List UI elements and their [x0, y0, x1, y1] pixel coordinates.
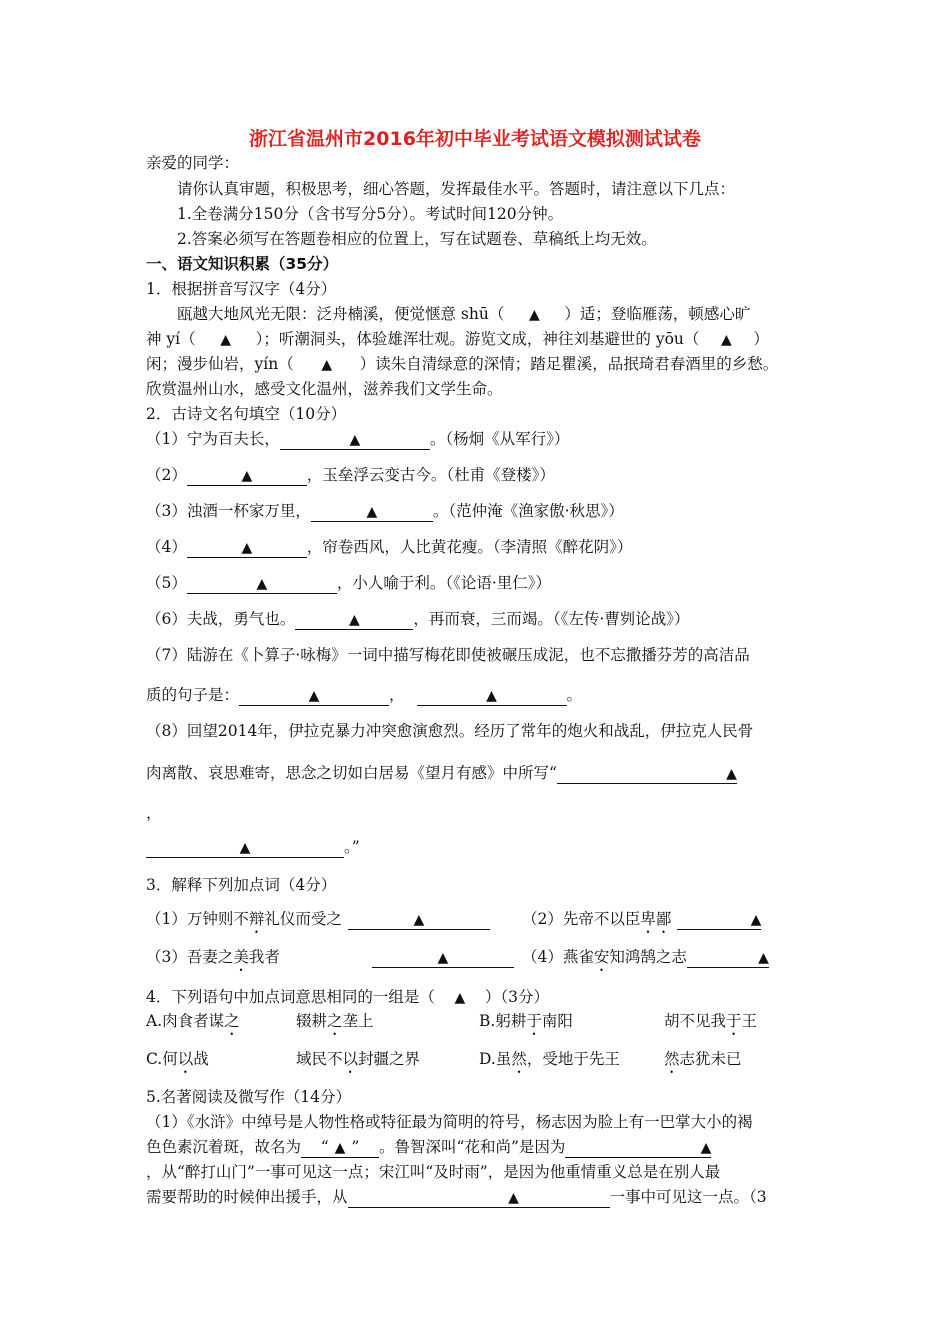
answer-marker: ▲ [486, 688, 497, 704]
answer-marker: ▲ [334, 1140, 346, 1156]
q2-item-2: （2） ▲ ，玉垒浮云变古今。（杜甫《登楼》） [146, 466, 555, 484]
answer-marker: ▲ [700, 1140, 712, 1156]
answer-blank[interactable] [565, 1138, 711, 1158]
dotted-word: 之 [327, 1012, 343, 1030]
q1-heading: 1．根据拼音写汉字（4分） [146, 280, 337, 298]
answer-blank[interactable] [280, 430, 430, 450]
intro-paragraph-3: 2.答案必须写在答题卷相应的位置上，写在试题卷、草稿纸上均无效。 [177, 230, 657, 248]
answer-blank[interactable] [348, 910, 490, 930]
q3-item-4: （4）燕雀安知鸿鹄之志 ▲ [522, 948, 769, 966]
q1-line-1: 瓯越大地风光无限：泛舟楠溪，便觉惬意 shū（ ▲ ）适；登临雁荡，顿感心旷 [177, 303, 750, 326]
q3-heading: 3．解释下列加点词（4分） [146, 876, 337, 894]
q4-option-c1[interactable]: C.何以战 [146, 1050, 209, 1068]
q4-option-d1[interactable]: D.虽然，受地于先王 [479, 1050, 620, 1068]
dotted-word: 以 [177, 1050, 194, 1068]
answer-blank-shu[interactable] [504, 303, 564, 326]
q4-option-a1[interactable]: A.肉食者谋之 [146, 1012, 240, 1030]
q1-line-3: 闲；漫步仙岩，yín（ ▲ ）读朱自清绿意的深情；踏足瞿溪，品抿琦君春酒里的乡愁。 [146, 353, 778, 376]
answer-blank[interactable] [677, 910, 761, 930]
exam-title: 浙江省温州市2016年初中毕业考试语文模拟测试试卷 [249, 128, 701, 150]
q3-item-1: （1）万钟则不辩礼仪而受之 ▲ [146, 908, 490, 937]
q4-option-b1[interactable]: B.躬耕于南阳 [479, 1012, 573, 1030]
answer-marker: ▲ [220, 332, 232, 348]
answer-marker: ▲ [758, 950, 769, 966]
dotted-word: 以 [342, 1050, 359, 1068]
q2-item-5: （5） ▲ ，小人喻于利。（《论语·里仁》） [146, 574, 552, 592]
answer-marker: ▲ [508, 1190, 519, 1206]
answer-blank[interactable] [187, 538, 307, 558]
q4-option-a2: 辍耕之垄上 [296, 1012, 374, 1030]
answer-blank[interactable] [187, 466, 307, 486]
answer-marker: ▲ [308, 688, 320, 704]
intro-paragraph-2: 1.全卷满分150分（含书写分5分）。考试时间120分钟。 [177, 205, 564, 223]
answer-marker: ▲ [239, 840, 251, 856]
answer-blank[interactable] [187, 574, 337, 594]
dotted-word: 辩 [248, 910, 265, 928]
dotted-word: 之 [224, 1012, 240, 1030]
answer-blank[interactable] [417, 686, 567, 706]
answer-marker: ▲ [454, 990, 466, 1006]
answer-blank-yin[interactable] [294, 353, 360, 376]
answer-blank[interactable] [239, 686, 389, 706]
dotted-word: 于 [726, 1012, 742, 1030]
answer-blank[interactable] [311, 502, 433, 522]
q2-item-8: （8）回望2014年，伊拉克暴力冲突愈演愈烈。经历了常年的炮火和战乱，伊拉克人民骨 [146, 722, 754, 740]
answer-marker: ▲ [349, 432, 361, 448]
q4-heading: 4．下列语句中加点词意思相同的一组是（ ▲ ）（3分） [146, 986, 549, 1009]
answer-marker: ▲ [241, 540, 253, 556]
q2-item-8-cont: 肉离散、哀思难寄，思念之切如白居易《望月有感》中所写“ ▲ [146, 764, 737, 782]
dotted-word: 安 [593, 948, 610, 966]
q2-item-8-comma: ， [146, 804, 162, 822]
q2-item-1: （1）宁为百夫长， ▲ 。（杨炯《从军行》） [146, 430, 570, 448]
answer-marker: ▲ [721, 332, 732, 348]
answer-blank[interactable] [435, 986, 485, 1009]
q5-heading: 5.名著阅读及微写作（14分） [146, 1088, 352, 1106]
dotted-word: 卑鄙 [640, 910, 672, 928]
q5-line-3: ，从“醉打山门”一事可见这一点；宋江叫“及时雨”，是因为他重情重义总是在别人最 [146, 1163, 721, 1181]
answer-blank-yi[interactable] [196, 328, 256, 351]
answer-marker: ▲ [241, 468, 253, 484]
answer-marker: ▲ [750, 912, 762, 928]
answer-blank[interactable]: “ ▲ ” [301, 1138, 379, 1158]
answer-blank-you[interactable] [699, 328, 753, 351]
answer-marker: ▲ [348, 612, 360, 628]
q3-item-3: （3）吾妻之美我者 ▲ [146, 946, 514, 975]
q2-item-4: （4） ▲ ，帘卷西风，人比黄花瘦。（李清照《醉花阴》） [146, 538, 633, 556]
q5-line-2: 色色素沉着斑，故名为 “ ▲ ” 。鲁智深叫“花和尚”是因为 ▲ [146, 1138, 712, 1156]
q5-line-1: （1）《水浒》中绰号是人物性格或特征最为简明的符号，杨志因为脸上有一巴掌大小的褐 [146, 1113, 753, 1131]
answer-marker: ▲ [437, 950, 449, 966]
answer-blank[interactable] [372, 948, 514, 968]
q4-option-d2: 然志犹未已 [664, 1050, 742, 1068]
answer-marker: ▲ [413, 912, 425, 928]
dotted-word: 美 [233, 948, 249, 966]
q1-line-2: 神 yí（ ▲ ）；听潮洞头，体验雄浑壮观。游览文成，神往刘基避世的 yōu（ ▲ ） [146, 328, 769, 351]
q2-item-6: （6）夫战，勇气也。 ▲ ，再而衰，三而竭。（《左传·曹刿论战》） [146, 610, 690, 628]
answer-marker: ▲ [256, 576, 268, 592]
q4-option-c2: 域民不以封疆之界 [296, 1050, 421, 1068]
intro-paragraph-1: 请你认真审题，积极思考，细心答题，发挥最佳水平。答题时，请注意以下几点： [177, 180, 736, 198]
dotted-word: 于 [526, 1012, 542, 1030]
dotted-word: 然 [511, 1050, 527, 1068]
q1-line-4: 欣赏温州山水，感受文化温州，滋养我们文学生命。 [146, 380, 503, 398]
greeting: 亲爱的同学： [146, 154, 240, 172]
answer-marker: ▲ [726, 766, 737, 782]
answer-blank[interactable] [295, 610, 413, 630]
q2-item-8-end: ▲ 。” [146, 836, 360, 858]
answer-marker: ▲ [366, 504, 378, 520]
answer-marker: ▲ [528, 307, 540, 323]
answer-marker: ▲ [321, 357, 333, 373]
q2-item-3: （3）浊酒一杯家万里， ▲ 。（范仲淹《渔家傲·秋思》） [146, 502, 624, 520]
q2-item-7-cont: 质的句子是： ▲ ， ▲ 。 [146, 686, 583, 704]
answer-blank[interactable] [146, 838, 344, 858]
q4-option-b2: 胡不见我于王 [664, 1012, 758, 1030]
answer-blank[interactable] [557, 764, 737, 784]
answer-blank[interactable] [687, 948, 769, 968]
dotted-word: 然 [664, 1050, 680, 1068]
section-1-heading: 一、语文知识积累（35分） [146, 255, 339, 273]
q2-item-7: （7）陆游在《卜算子·咏梅》一词中描写梅花即使被碾压成泥，也不忘撒播芬芳的高洁品 [146, 646, 750, 664]
q3-item-2: （2）先帝不以臣卑鄙 ▲ [522, 910, 762, 928]
q5-line-4: 需要帮助的时候伸出援手，从 ▲ 一事中可见这一点。（3 [146, 1188, 767, 1206]
q2-heading: 2．古诗文名句填空（10分） [146, 405, 347, 423]
answer-blank[interactable] [348, 1188, 610, 1208]
